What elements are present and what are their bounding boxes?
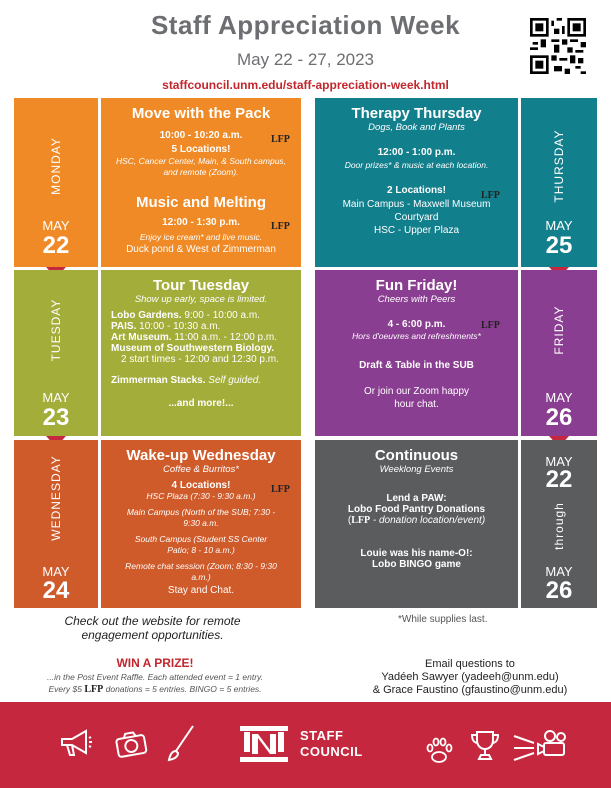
unm-logo: [238, 724, 290, 764]
lfp-logo: LFP: [351, 515, 371, 526]
prize-line: [0, 684, 310, 695]
footer-bar: [0, 702, 611, 788]
tour-item: [111, 375, 291, 386]
event-place: Duck pond & West of Zimmerman: [126, 244, 276, 255]
event-line: Lobo Food Pantry Donations: [347, 504, 486, 515]
event-subtitle: Cheers with Peers: [377, 294, 456, 305]
qr-code: [530, 18, 586, 74]
event-locations: 4 Locations!: [171, 480, 231, 491]
month-label: MAY: [545, 454, 573, 469]
location-detail: HSC Plaza (7:30 - 9:30 a.m.): [146, 491, 256, 501]
megaphone-icon: [58, 728, 92, 758]
email-contact[interactable]: & Grace Faustino (gfaustino@unm.edu): [372, 684, 568, 696]
org-name: COUNCIL: [300, 744, 363, 759]
tour-name: Lobo Gardens.: [111, 310, 182, 321]
event-detail: HSC, Cancer Center, Main, & South campus, and remote (Zoom).: [115, 156, 287, 177]
event-line: (LFP - donation location/event): [347, 515, 486, 526]
day-number: 25: [545, 232, 573, 259]
supplies-note: *While supplies last.: [398, 614, 488, 625]
month-label: MAY: [545, 390, 573, 405]
day-number: 26: [545, 404, 573, 431]
lfp-logo: LFP: [481, 190, 500, 201]
tour-time: 11:00 a.m. - 12:00 p.m.: [171, 332, 277, 343]
through-label: through: [552, 502, 566, 550]
location-detail: Main Campus (North of the SUB; 7:30 - 9:30 a.m.: [126, 507, 276, 528]
day-name: THURSDAY: [552, 129, 566, 203]
tour-time: Self guided.: [205, 375, 262, 386]
thursday-day-column: [521, 98, 597, 267]
event-detail: Door prizes* & music at each location.: [344, 160, 489, 170]
paintbrush-icon: [166, 724, 196, 762]
prize-line: ...in the Post Event Raffle. Each attended event = 1 entry.: [46, 672, 263, 682]
lfp-logo: LFP: [271, 221, 290, 232]
more-label: ...and more!...: [168, 398, 234, 409]
zoom-option: Or join our Zoom happy hour chat.: [363, 386, 470, 410]
day-name: MONDAY: [49, 137, 63, 195]
event-line: Louie was his name-O!:: [360, 548, 473, 559]
org-name: STAFF: [300, 728, 344, 743]
event-subtitle: Weeklong Events: [379, 464, 454, 475]
email-line: Email questions to: [425, 658, 515, 670]
day-number: 23: [42, 404, 70, 431]
day-name: WEDNESDAY: [49, 455, 63, 541]
day-name: TUESDAY: [49, 298, 63, 362]
event-line: Lobo BINGO game: [372, 559, 461, 570]
lfp-logo: LFP: [481, 320, 500, 331]
lfp-logo: LFP: [271, 134, 290, 145]
event-detail: Enjoy ice cream* and live music.: [139, 232, 263, 242]
continuous-day-column: [521, 440, 597, 608]
tour-name: Art Museum.: [111, 332, 172, 343]
event-closing: Stay and Chat.: [167, 585, 235, 596]
event-time: 4 - 6:00 p.m.: [387, 319, 446, 330]
location-detail: South Campus (Student SS Center Patio; 8 - 10 a.m.): [134, 534, 268, 555]
tour-item: [111, 343, 291, 354]
prize-text: donations = 5 entries. BINGO = 5 entries.: [103, 684, 262, 694]
tour-time: 10:00 - 10:30 a.m.: [136, 321, 221, 332]
event-detail: Hors d'oeuvres and refreshments*: [352, 331, 481, 341]
event-title: Move with the Pack: [131, 105, 271, 122]
day-number: 24: [42, 577, 70, 604]
month-label: MAY: [42, 390, 70, 405]
event-title: Continuous: [374, 447, 459, 464]
event-locations: 5 Locations!: [171, 144, 231, 155]
website-note: Check out the website for remote engagement opportunities.: [64, 614, 241, 642]
friday-day-column: [521, 270, 597, 436]
event-place: Main Campus - Maxwell Museum Courtyard: [342, 199, 491, 223]
event-time: 10:00 - 10:20 a.m.: [159, 130, 243, 141]
month-label: MAY: [42, 218, 70, 233]
friday-events-panel: [315, 270, 518, 436]
monday-events-panel: [101, 98, 301, 267]
tour-name: PAIS.: [111, 321, 137, 332]
event-title: Fun Friday!: [375, 277, 458, 294]
event-time: 12:00 - 1:00 p.m.: [377, 147, 456, 158]
month-label: MAY: [42, 564, 70, 579]
tour-item: [111, 310, 291, 321]
trophy-icon: [468, 728, 502, 762]
tour-name: Zimmerman Stacks.: [111, 375, 206, 386]
camera-icon: [114, 730, 148, 758]
email-contact[interactable]: Yadéeh Sawyer (yadeeh@unm.edu): [381, 671, 559, 683]
event-locations: 2 Locations!: [387, 185, 446, 196]
day-number: 22: [545, 466, 573, 493]
event-subtitle: Show up early, space is limited.: [134, 294, 268, 305]
event-title: Music and Melting: [135, 194, 266, 211]
event-subtitle: Coffee & Burritos*: [162, 464, 240, 475]
tour-name: Museum of Southwestern Biology.: [111, 343, 275, 354]
prize-title: WIN A PRIZE!: [116, 656, 194, 670]
wednesday-day-column: [14, 440, 98, 608]
donation-note: - donation location/event): [372, 515, 486, 526]
month-label: MAY: [545, 218, 573, 233]
event-title: Therapy Thursday: [351, 105, 482, 122]
tuesday-events-panel: [101, 270, 301, 436]
thursday-events-panel: [315, 98, 518, 267]
prize-text: Every $5: [48, 684, 85, 694]
event-subtitle: Dogs, Book and Plants: [368, 122, 465, 133]
event-place: HSC - Upper Plaza: [373, 225, 460, 236]
location-detail: Remote chat session (Zoom; 8:30 - 9:30 a.m.): [125, 561, 277, 582]
event-place: Draft & Table in the SUB: [359, 360, 474, 371]
event-line: Lend a PAW:: [386, 493, 447, 504]
tuesday-day-column: [14, 270, 98, 436]
continuous-events-panel: [315, 440, 518, 608]
day-name: FRIDAY: [552, 305, 566, 355]
tour-time: 9:00 - 10:00 a.m.: [181, 310, 260, 321]
lfp-logo: LFP: [271, 484, 290, 495]
page-title: Staff Appreciation Week: [150, 10, 461, 40]
tour-item: [111, 321, 291, 332]
event-dates: May 22 - 27, 2023: [236, 50, 375, 69]
month-label: MAY: [545, 564, 573, 579]
event-title: Wake-up Wednesday: [126, 447, 276, 464]
tour-item: [111, 332, 291, 343]
event-title: Tour Tuesday: [152, 277, 250, 294]
lfp-logo: LFP: [84, 684, 104, 695]
paw-icon: [424, 736, 454, 766]
day-number: 22: [42, 232, 70, 259]
projector-icon: [512, 728, 568, 762]
event-time: 12:00 - 1:30 p.m.: [162, 217, 240, 228]
tour-time: 2 start times - 12:00 and 12:30 p.m.: [121, 354, 279, 365]
website-link[interactable]: staffcouncil.unm.edu/staff-appreciation-week.html: [162, 78, 449, 92]
wednesday-events-panel: [101, 440, 301, 608]
day-number: 26: [545, 577, 573, 604]
monday-day-column: [14, 98, 98, 267]
